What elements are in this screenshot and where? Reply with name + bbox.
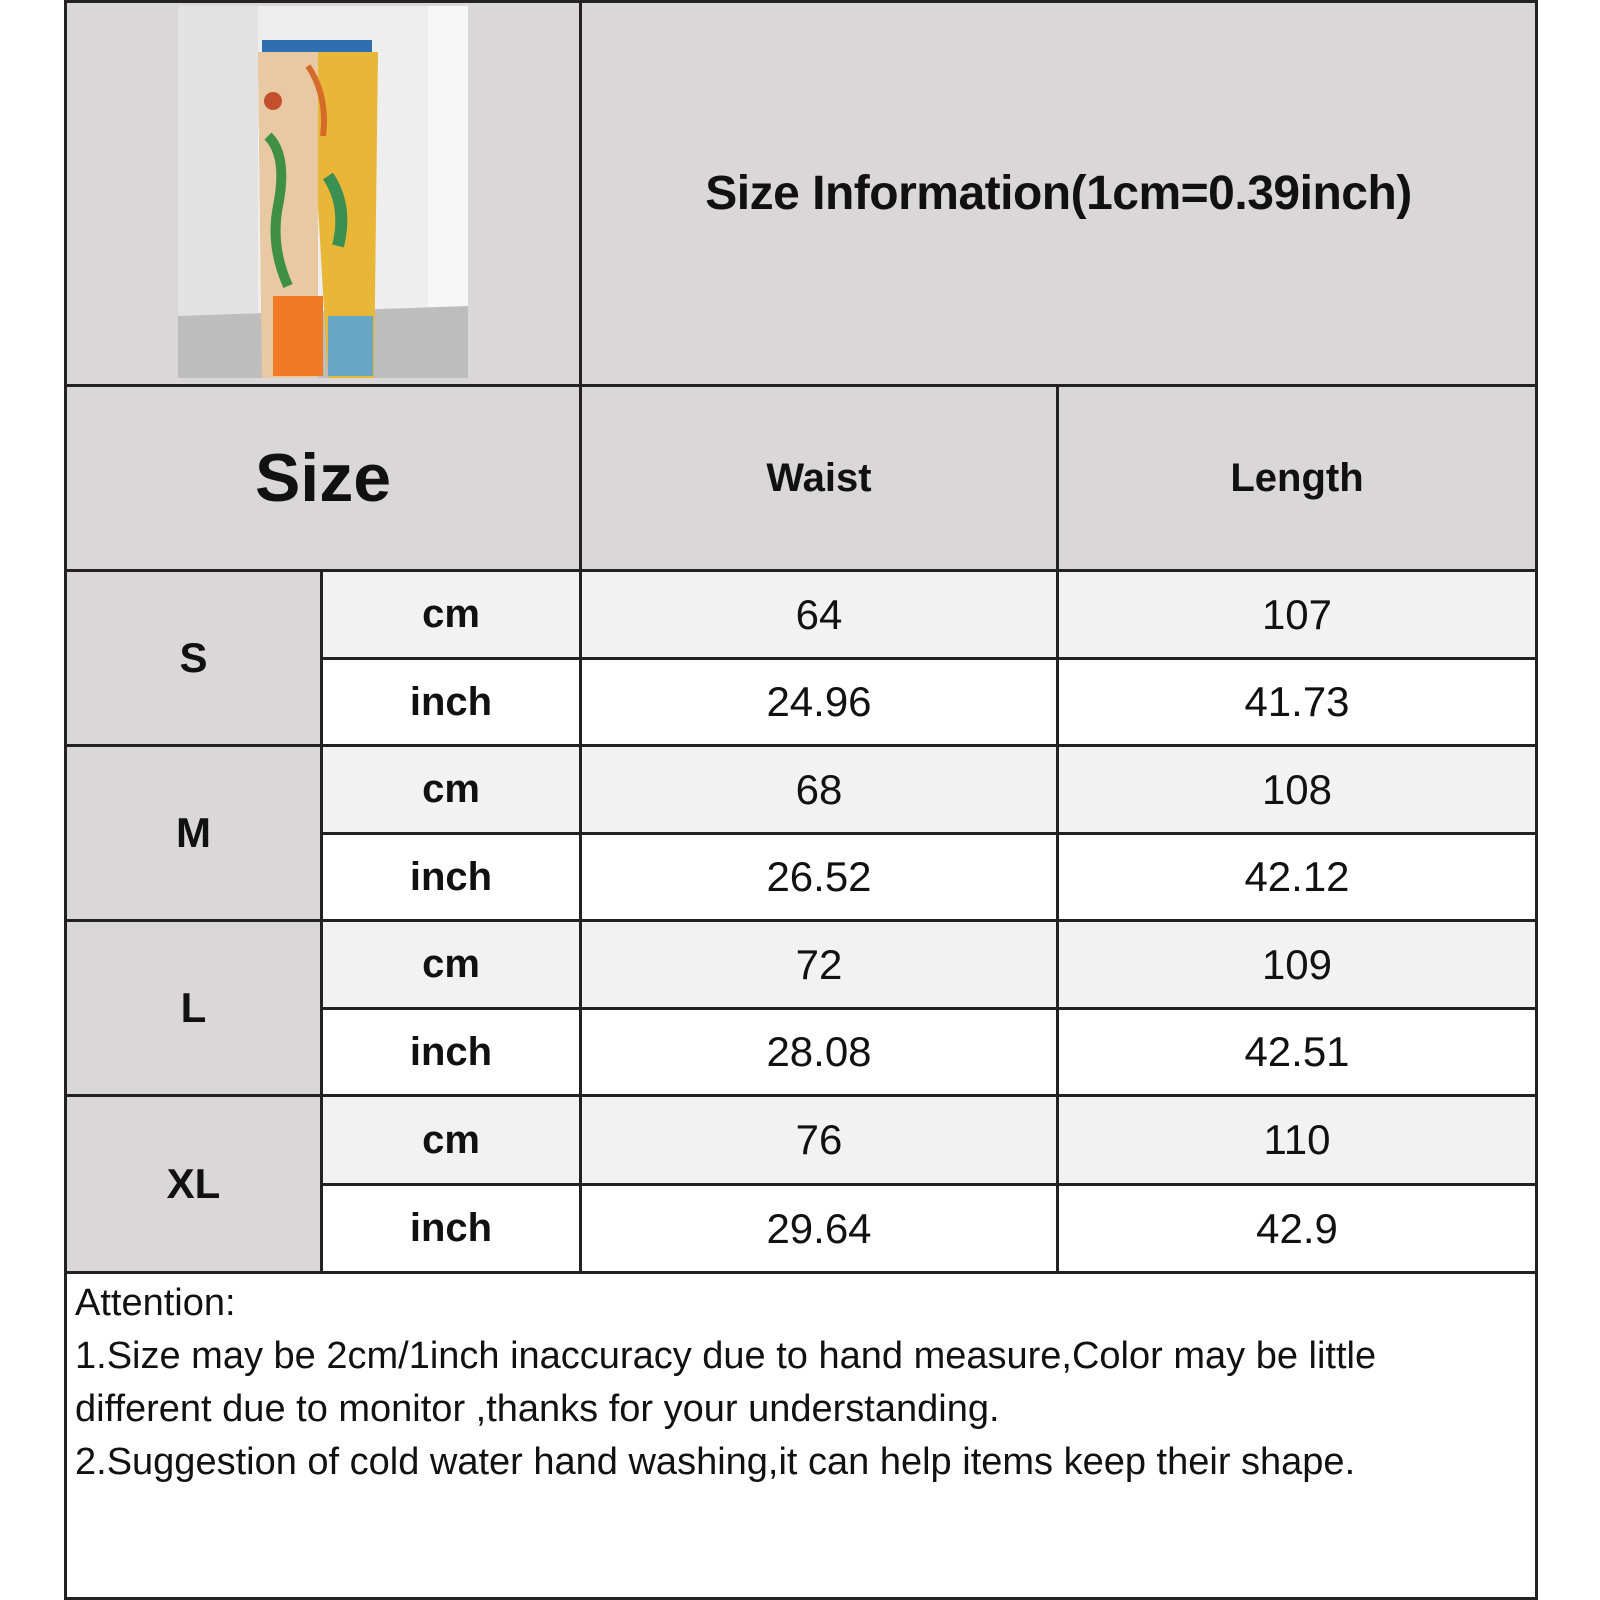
- size-label-m: M: [64, 744, 323, 922]
- waist-cm-xl: 76: [579, 1094, 1059, 1186]
- waist-inch-s: 24.96: [579, 657, 1059, 747]
- unit-cm-label: cm: [320, 1094, 582, 1186]
- unit-inch-label: inch: [320, 1007, 582, 1097]
- attention-notes: [64, 1271, 1538, 1600]
- floral-pants-image: [178, 6, 468, 378]
- unit-cm-label: cm: [320, 919, 582, 1010]
- waist-cm-m: 68: [579, 744, 1059, 835]
- length-inch-xl: 42.9: [1056, 1183, 1538, 1274]
- note-line-3: 2.Suggestion of cold water hand washing,it can help items keep their shape.: [75, 1441, 1356, 1483]
- size-label-l: L: [64, 919, 323, 1097]
- waist-inch-l: 28.08: [579, 1007, 1059, 1097]
- waist-cm-l: 72: [579, 919, 1059, 1010]
- unit-cm-label: cm: [320, 569, 582, 660]
- waist-inch-xl: 29.64: [579, 1183, 1059, 1274]
- waist-cm-s: 64: [579, 569, 1059, 660]
- length-column-header: Length: [1056, 384, 1538, 572]
- unit-inch-label: inch: [320, 657, 582, 747]
- product-photo: [178, 6, 468, 378]
- attention-heading: Attention:: [75, 1282, 236, 1324]
- length-cm-xl: 110: [1056, 1094, 1538, 1186]
- unit-inch-label: inch: [320, 1183, 582, 1274]
- length-cm-m: 108: [1056, 744, 1538, 835]
- size-label-xl: XL: [64, 1094, 323, 1274]
- length-cm-s: 107: [1056, 569, 1538, 660]
- note-line-1: 1.Size may be 2cm/1inch inaccuracy due to hand measure,Color may be little: [75, 1335, 1377, 1377]
- unit-inch-label: inch: [320, 832, 582, 922]
- note-line-2: different due to monitor ,thanks for your understanding.: [75, 1388, 1000, 1430]
- length-inch-s: 41.73: [1056, 657, 1538, 747]
- length-inch-m: 42.12: [1056, 832, 1538, 922]
- length-cm-l: 109: [1056, 919, 1538, 1010]
- size-label-s: S: [64, 569, 323, 747]
- size-column-header: Size: [64, 384, 582, 572]
- waist-column-header: Waist: [579, 384, 1059, 572]
- unit-cm-label: cm: [320, 744, 582, 835]
- waist-inch-m: 26.52: [579, 832, 1059, 922]
- page-title: Size Information(1cm=0.39inch): [579, 0, 1538, 387]
- length-inch-l: 42.51: [1056, 1007, 1538, 1097]
